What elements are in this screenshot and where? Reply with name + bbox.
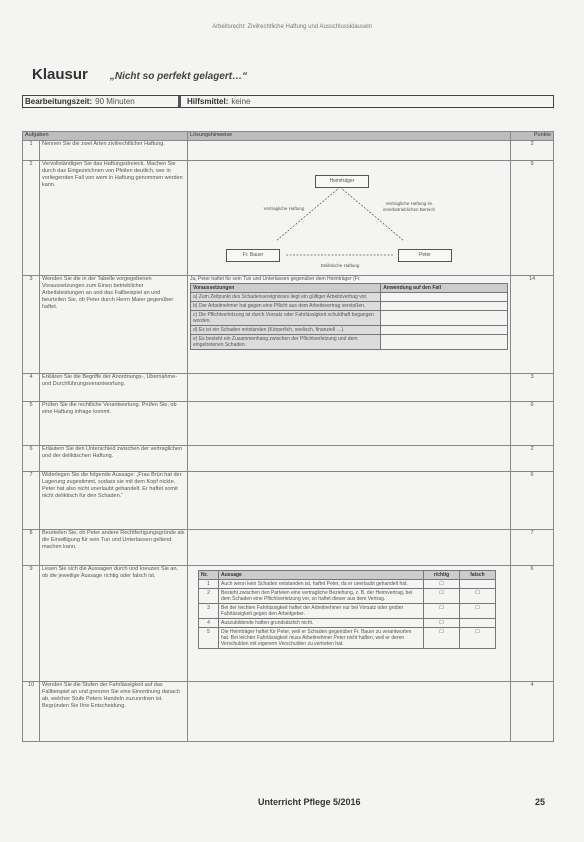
- req-item: b) Der Arbeitnehmer hat gegen eine Pflicht aus dem Arbeitsvertrag verstoßen.: [191, 302, 381, 311]
- task-text: Erläutern Sie den Unterschied zwischen der vertraglichen und der deliktischen Haftung.: [40, 446, 188, 472]
- checkbox-false[interactable]: ☐: [460, 589, 496, 604]
- task-points: 7: [511, 530, 554, 566]
- statements-col-false: falsch: [460, 571, 496, 580]
- aids-cell: [181, 96, 553, 107]
- req-item: e) Es besteht ein Zusammenhang zwischen der Pflichtverletzung und dem eingetretenen Schaden.: [191, 335, 381, 350]
- apply-cell[interactable]: [381, 302, 508, 311]
- task-number: 1: [23, 141, 40, 161]
- statement-text: Die Heimträger haftet für Peter, weil er Schaden gegenüber Fr. Bauer zu verantworten hat. Bei leichter Fahrlässigkeit muss Arbeitnehmer Peter nicht haften, weil er deren Verschulden mit eigenem Verschulden zu vertreten hat.: [219, 628, 424, 649]
- task-text: Nennen Sie die zwei Arten zivilrechtlicher Haftung.: [40, 141, 188, 161]
- statement-number: 1: [199, 580, 219, 589]
- table-row: [23, 566, 554, 682]
- task-points: 4: [511, 682, 554, 742]
- task-number: 4: [23, 374, 40, 402]
- task-text: Wenden Sie die in der Tabelle vorgegebenen Voraussetzungen zum Einen betrieblicher Arbeitsleistungen an und das Fallbeispiel an und beurteilen Sie, ob Peter durch Herrn Maier gegenüber haftet.: [40, 276, 188, 374]
- statement-text: Besteht zwischen den Parteien eine vertragliche Beziehung, z. B. der Heimvertrag, bei dem Schaden eine Pflichtverletzung vor, so haftet dieser aus dem Vertrag.: [219, 589, 424, 604]
- task-points: 6: [511, 402, 554, 446]
- req-item: d) Es ist ein Schaden entstanden (Körperlich, seelisch, finanziell …).: [191, 326, 381, 335]
- statement-text: Bei der leichten Fahrlässigkeit haftet der Arbeitnehmer nur bei Vorsatz oder grober Fahrlässigkeit gegen den Arbeitgeber.: [219, 604, 424, 619]
- task-number: 10: [23, 682, 40, 742]
- table-row: [23, 161, 554, 276]
- box-peter: Peter: [398, 249, 452, 262]
- statement-number: 5: [199, 628, 219, 649]
- task-number: 6: [23, 446, 40, 472]
- statement-number: 4: [199, 619, 219, 628]
- box-heimtraeger: Heimträger: [315, 175, 369, 188]
- hint-cell: [188, 566, 511, 682]
- task-text: Prüfen Sie die rechtliche Verantwortung. Prüfen Sie, ob eine Haftung infrage kommt.: [40, 402, 188, 446]
- hint-cell: [188, 141, 511, 161]
- table-row: [23, 446, 554, 472]
- checkbox-true[interactable]: ☐: [424, 589, 460, 604]
- task-points: 6: [511, 566, 554, 682]
- task-text: Vervollständigen Sie das Haftungsdreieck. Machen Sie durch das Eingezeichnen von Pfeilen deutlich, wer in vorliegenden Fall von wem in Haftung genommen werden kann.: [40, 161, 188, 276]
- table-row: [23, 141, 554, 161]
- task-points: 9: [511, 161, 554, 276]
- col-header-points: Punkte: [511, 132, 554, 141]
- statement-number: 2: [199, 589, 219, 604]
- checkbox-false[interactable]: ☐: [460, 628, 496, 649]
- task-text: Beurteilen Sie, ob Peter andere Rechtfertigungsgründe als die Einwilligung für sein Tun und Unterlassen geltend machen kann.: [40, 530, 188, 566]
- apply-cell[interactable]: [381, 311, 508, 326]
- task-number: 3: [23, 276, 40, 374]
- checkbox-true[interactable]: ☐: [424, 619, 460, 628]
- req-col-header: Voraussetzungen: [191, 284, 381, 293]
- task-number: 8: [23, 530, 40, 566]
- running-header: Arbeitsrecht: Zivilrechtliche Haftung und Ausschlussklauseln: [212, 24, 372, 30]
- checkbox-true[interactable]: ☐: [424, 580, 460, 589]
- task-number: 7: [23, 472, 40, 530]
- meta-bar: [22, 95, 554, 108]
- statements-col-text: Aussage: [219, 571, 424, 580]
- checkbox-false[interactable]: [460, 580, 496, 589]
- page-number: 25: [535, 797, 546, 807]
- statement-text: Auch wenn kein Schaden entstanden ist, haftet Peter, da er unerlaubt gehandelt hat.: [219, 580, 424, 589]
- label-delict: Deliktische Haftung: [320, 263, 360, 268]
- box-fr-bauer: Fr. Bauer: [226, 249, 280, 262]
- task-number: 2: [23, 161, 40, 276]
- time-cell: [23, 96, 181, 107]
- apply-cell[interactable]: [381, 293, 508, 302]
- req-item: a) Zum Zeitpunkt des Schadensereignisses liegt ein gültiger Arbeitsvertrag vor.: [191, 293, 381, 302]
- table-row: [23, 374, 554, 402]
- col-header-task: Aufgaben: [23, 132, 188, 141]
- col-header-hints: Lösungshinweise: [188, 132, 511, 141]
- task-number: 5: [23, 402, 40, 446]
- apply-cell[interactable]: [381, 326, 508, 335]
- hint-cell: [188, 530, 511, 566]
- table-row: [23, 472, 554, 530]
- task-points: 2: [511, 446, 554, 472]
- task3-intro: Ja, Peter haftet für sein Tun und Unterlassen gegenüber dem Heimträger (Fr.: [190, 276, 361, 282]
- aids-value: keine: [231, 97, 251, 106]
- klausur-subtitle: „Nicht so perfekt gelagert…“: [109, 71, 248, 82]
- statement-number: 3: [199, 604, 219, 619]
- hint-cell: [188, 472, 511, 530]
- checkbox-true[interactable]: ☐: [424, 628, 460, 649]
- liability-triangle-diagram: [190, 161, 508, 271]
- requirements-table: [190, 283, 508, 350]
- task-points: 6: [511, 472, 554, 530]
- hint-cell: [188, 682, 511, 742]
- table-row: [23, 402, 554, 446]
- statements-col-true: richtig: [424, 571, 460, 580]
- footer-title: Unterricht Pflege 5/2016: [258, 797, 361, 807]
- task-text: Lesen Sie sich die Aussagen durch und kreuzen Sie an, ob die jeweilige Aussage richtig oder falsch ist.: [40, 566, 188, 682]
- statement-text: Auszubildende haften grundsätzlich nicht.: [219, 619, 424, 628]
- hint-cell: [188, 402, 511, 446]
- statements-table: [198, 570, 496, 649]
- task-points: 14: [511, 276, 554, 374]
- checkbox-false[interactable]: [460, 619, 496, 628]
- time-value: 90 Minuten: [95, 97, 135, 106]
- apply-cell[interactable]: [381, 335, 508, 350]
- table-row: [23, 276, 554, 374]
- task-text: Widerlegen Sie die folgende Aussage: „Frau Brün hat der Lagerung zugestimmt, sodass sie mit dem Kopf nickte. Peter hat also nicht unerlaubt gehandelt. Er haftet somit nicht deliktisch für den Schaden.“: [40, 472, 188, 530]
- hint-cell: [188, 374, 511, 402]
- task-text: Wenden Sie die Stufen der Fahrlässigkeit auf das Fallbeispiel an und grenzen Sie eine Einordnung danach ab, welcher Stufe Peters Handeln zuzuordnen ist. Begründen Sie Ihre Entscheidung.: [40, 682, 188, 742]
- task-table: [22, 131, 554, 742]
- task-points: 2: [511, 141, 554, 161]
- klausur-heading: [32, 66, 247, 83]
- hint-cell: [188, 446, 511, 472]
- apply-col-header: Anwendung auf den Fall: [381, 284, 508, 293]
- checkbox-true[interactable]: ☐: [424, 604, 460, 619]
- statements-col-nr: Nr.: [199, 571, 219, 580]
- task-points: 3: [511, 374, 554, 402]
- task-text: Erklären Sie die Begriffe der Anordnungs-, Übernahme- und Durchführungsverantwortung.: [40, 374, 188, 402]
- task-number: 9: [23, 566, 40, 682]
- klausur-title: Klausur: [32, 66, 88, 83]
- table-row: [23, 682, 554, 742]
- hint-cell: [188, 161, 511, 276]
- checkbox-false[interactable]: ☐: [460, 604, 496, 619]
- label-internal: Vertragliche Haftung im innerbetrieblichen Bereich: [382, 201, 436, 212]
- time-label: Bearbeitungszeit:: [25, 97, 93, 106]
- label-contract: Vertragliche Haftung: [263, 206, 305, 211]
- aids-label: Hilfsmittel:: [187, 97, 229, 106]
- hint-cell: [188, 276, 511, 374]
- table-row: [23, 530, 554, 566]
- req-item: c) Die Pflichtverletzung ist durch Vorsatz oder Fahrlässigkeit schuldhaft begangen worden.: [191, 311, 381, 326]
